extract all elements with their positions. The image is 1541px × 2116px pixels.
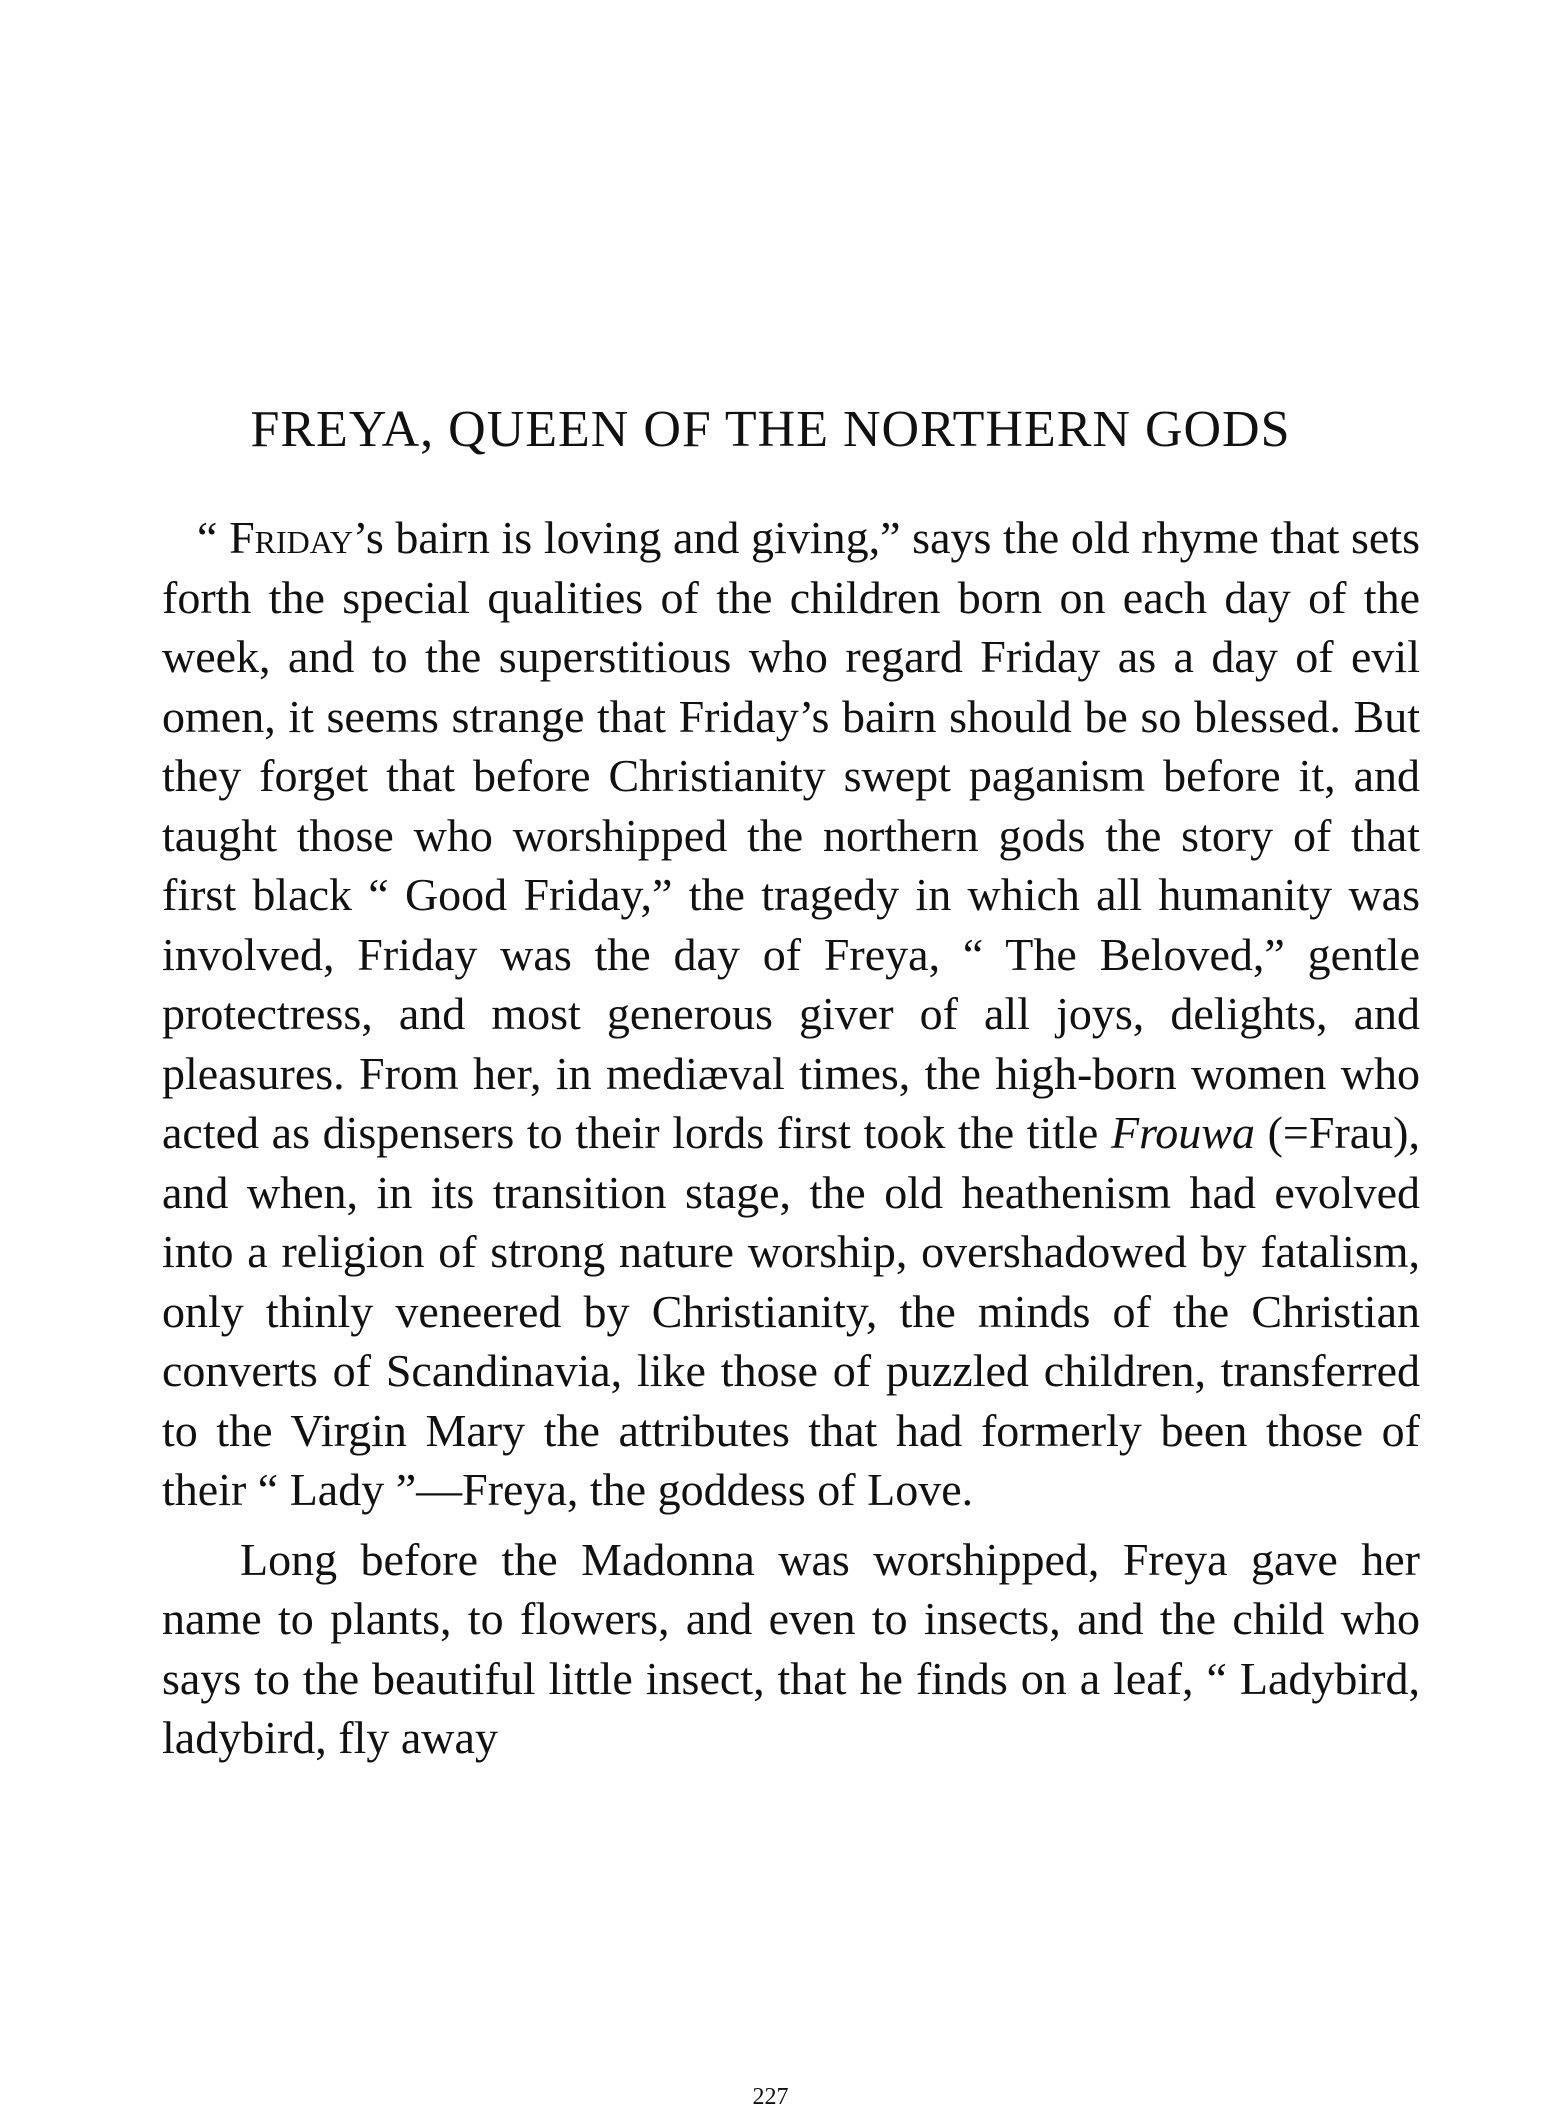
paragraph-2-text: Long before the Madonna was worshipped, Freya gave her name to plants, to flowers, and even to insects, and the child who says to the beautiful little insect, that he finds on a leaf, “ Ladybird, ladybird, fly away	[162, 1533, 1420, 1763]
page-number: 227	[752, 2084, 789, 2110]
italic-term: Frouwa	[1110, 1107, 1255, 1158]
paragraph-1-text-b: (=Frau), and when, in its transition stage, the old heathenism had evolved into a religion of strong nature worship, overshadowed by fatalism, only thinly veneered by Christianity, the minds of the Christian converts of Scandinavia, like those of puzzled children, transferred to the Virgin Mary the attributes that had formerly been those of their “ Lady ”—Freya, the goddess of Love.	[162, 1107, 1420, 1515]
paragraph-1-text-a: ’s bairn is loving and giving,” says the old rhyme that sets forth the special qualities of the children born on each day of the week, and to the superstitious who regard Friday as a day of evil omen, it seems strange that Friday’s bairn should be so blessed. But they forget that before Christianity swept paganism before it, and taught those who worshipped the northern gods the story of that first black “ Good Friday,” the tragedy in which all humanity was involved, Friday was the day of Freya, “ The Beloved,” gentle protectress, and most generous giver of all joys, delights, and pleasures. From her, in mediæval times, the high-born women who acted as dispensers to their lords first took the title	[162, 512, 1421, 1158]
opening-quote: “	[197, 512, 230, 563]
paragraph-2	[162, 1530, 1420, 1768]
opening-word: Friday	[229, 512, 354, 563]
chapter-title: FREYA, QUEEN OF THE NORTHERN GODS	[250, 401, 1291, 458]
page-body	[162, 508, 1420, 1778]
paragraph-1	[162, 508, 1420, 1520]
